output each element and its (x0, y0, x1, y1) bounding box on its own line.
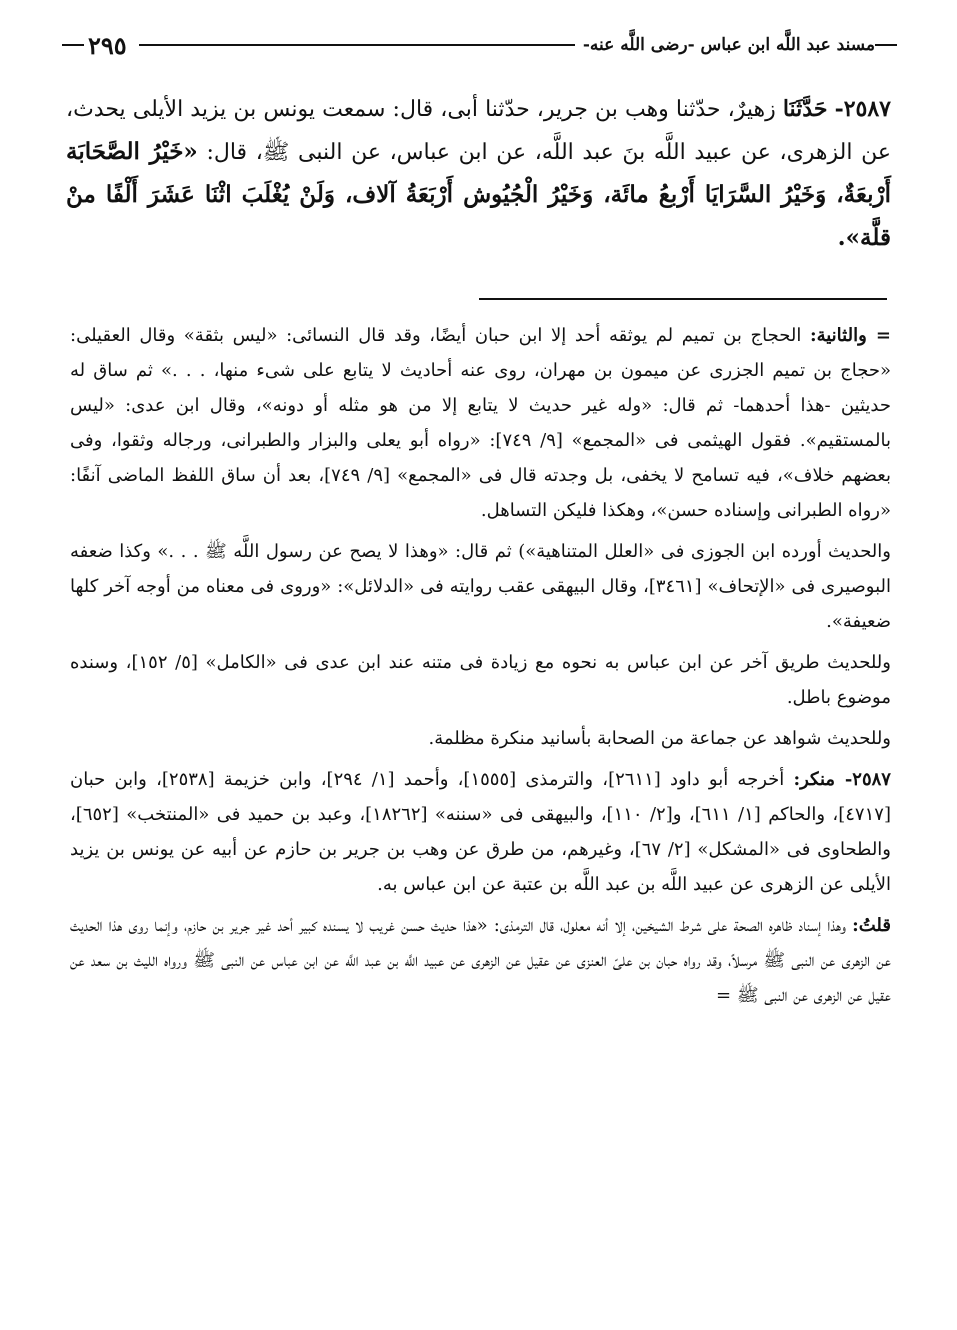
footnotes (70, 318, 891, 1019)
note-6-lead: قلتُ: (852, 915, 891, 936)
footnote-separator (479, 298, 887, 300)
haddathana-word: حَدَّثَنَا (782, 96, 828, 122)
note-5-lead: ٢٥٨٧- منكر: (793, 769, 891, 790)
hadith-isnad: زهيرٌ، حدّثنا وهب بن جرير، حدّثنا أبى، قال: سمعت يونس بن يزيد الأيلى يحدث، عن الزهرى، عن عبيد اللَّه بنَ عبد اللَّه، عن ابن عباس، عن النبى ﷺ، قال: (66, 97, 891, 165)
hadith-matn: «خَيْرُ الصَّحَابَة أَرْبعَةٌ، وَخَيْرُ السَّرَايَا أَرْبعُ مائَة، وَخَيْرُ الْجُيُوش أَرْبَعَةُ آلاف، وَلَنْ يُغْلَبَ اثْنَا عَشَرَ أَلْفًا منْ قلَّة». (66, 138, 891, 251)
note-paragraph-2: والحديث أورده ابن الجوزى فى «العلل المتناهية») ثم قال: «وهذا لا يصح عن رسول اللَّه ﷺ . . .» وكذا ضعفه البوصيرى فى «الإتحاف» [٣٤٦١]، وقال البيهقى عقب روايته فى «الدلائل»: «وروى فى معناه من أوجه آخر كلها ضعيفة». (70, 541, 891, 632)
running-header (62, 28, 897, 62)
header-rule (139, 44, 575, 46)
header-dash-left (62, 44, 84, 46)
note-6-text: وهذا إسناد ظاهره الصحة على شرط الشيخين، إلا أنه معلول، قال الترمذى: «هذا حديث حسن غريب لا يسنده كبير أحد غير جرير بن حازم، وإنما روى هذا الحديث عن الزهرى عن النبى ﷺ مرسلاً، وقد رواه حبان بن علىّ العنزى عن عقيل عن الزهرى عن عبيد اللَّه بن عبد اللَّه عن ابن عباس عن النبى ﷺ ورواه الليث بن سعد عن عقيل عن الزهرى عن النبى ﷺ = (70, 915, 891, 1006)
note-1-text: الحجاج بن تميم لم يوثقه أحد إلا ابن حبان أيضًا، وقد قال النسائى: «ليس بثقة» وقال العقيلى: «حجاج بن تميم الجزرى عن ميمون بن مهران، روى عنه أحاديث لا يتابع على شىء منها، . . .» ثم ساق له حديثين -هذا أحدهما- ثم قال: «وله غير حديث لا يتابع إلا من هو مثله أو دونه»، وقال ابن عدى: «ليس بالمستقيم». فقول الهيثمى فى «المجمع» [٩/ ٧٤٩]: «رواه أبو يعلى والبزار والطبرانى، ورجاله وثقوا، وفى بعضهم خلاف»، فيه تسامح لا يخفى، بل وجدته قال فى «المجمع» [٩/ ٧٤٩]، بعد أن ساق اللفظ الماضى آنفًا: «رواه الطبرانى وإسناده حسن»، وهكذا فليكن التساهل. (70, 325, 891, 521)
hadith-text (66, 88, 891, 260)
header-title: مسند عبد اللَّه ابن عباس -رضى اللَّه عنه- (582, 35, 875, 55)
hadith-number: ٢٥٨٧- (834, 96, 891, 122)
note-paragraph-5 (70, 762, 891, 902)
note-paragraph-3: وللحديث طريق آخر عن ابن عباس به نحوه مع زيادة فى متنه عند ابن عدى فى «الكامل» [٥/ ١٥٢]، وسنده موضوع باطل. (70, 652, 891, 708)
note-1-lead: = والثانية: (809, 325, 891, 346)
note-paragraph-4: وللحديث شواهد عن جماعة من الصحابة بأسانيد منكرة مظلمة. (428, 728, 891, 749)
note-5-text: أخرجه أبو داود [٢٦١١]، والترمذى [١٥٥٥]، وأحمد [١/ ٢٩٤]، وابن خزيمة [٢٥٣٨]، وابن حبان [٤٧١٧]، والحاكم [١/ ٦١١]، و[٢/ ١١٠]، والبيهقى فى «سننه» [١٨٢٦٢]، وعبد بن حميد فى «المنتخب» [٦٥٢]، والطحاوى فى «المشكل» [٢/ ٦٧]، وغيرهم، من طرق عن وهب بن جرير بن حازم عن أبيه عن يونس بن يزيد الأيلى عن الزهرى عن عبيد اللَّه بن عبد اللَّه بن عتبة عن ابن عباس به. (70, 769, 892, 895)
page-number: ٢٩٥ (88, 30, 127, 60)
header-dash-right (875, 44, 897, 46)
note-paragraph-1 (70, 318, 891, 528)
note-paragraph-6 (70, 908, 891, 1013)
